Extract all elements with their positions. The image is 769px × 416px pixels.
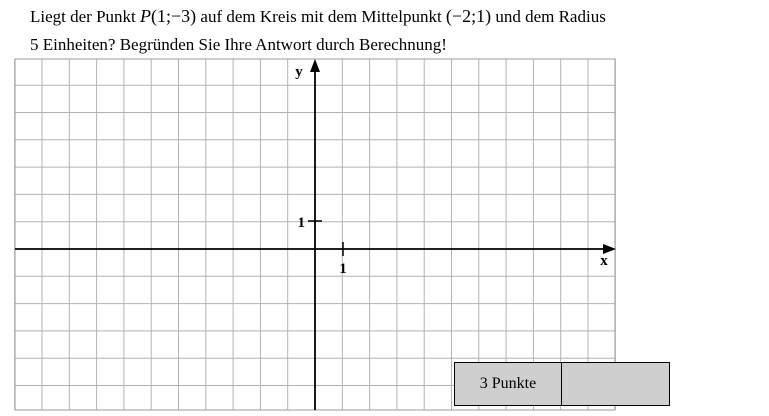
task-text-part-2: auf dem Kreis mit dem Mittelpunkt	[196, 7, 446, 26]
point-coords: (1;−3)	[151, 6, 197, 26]
y-axis-label: y	[295, 64, 303, 80]
score-label: 3 Punkte	[455, 363, 562, 405]
score-field[interactable]	[562, 363, 669, 405]
task-text-part-3: und dem Radius	[491, 7, 606, 26]
task-line-2: 5 Einheiten? Begründen Sie Ihre Antwort durch Berechnung!	[30, 35, 447, 54]
x-unit-label: 1	[339, 261, 347, 277]
score-box	[454, 362, 670, 406]
y-unit-label: 1	[297, 215, 305, 231]
x-axis-label: x	[600, 253, 608, 269]
center-coords: (−2;1)	[445, 6, 492, 26]
y-axis-arrow-icon	[310, 59, 320, 72]
point-name: P	[140, 6, 152, 26]
task-text-part-1: Liegt der Punkt	[30, 7, 141, 26]
